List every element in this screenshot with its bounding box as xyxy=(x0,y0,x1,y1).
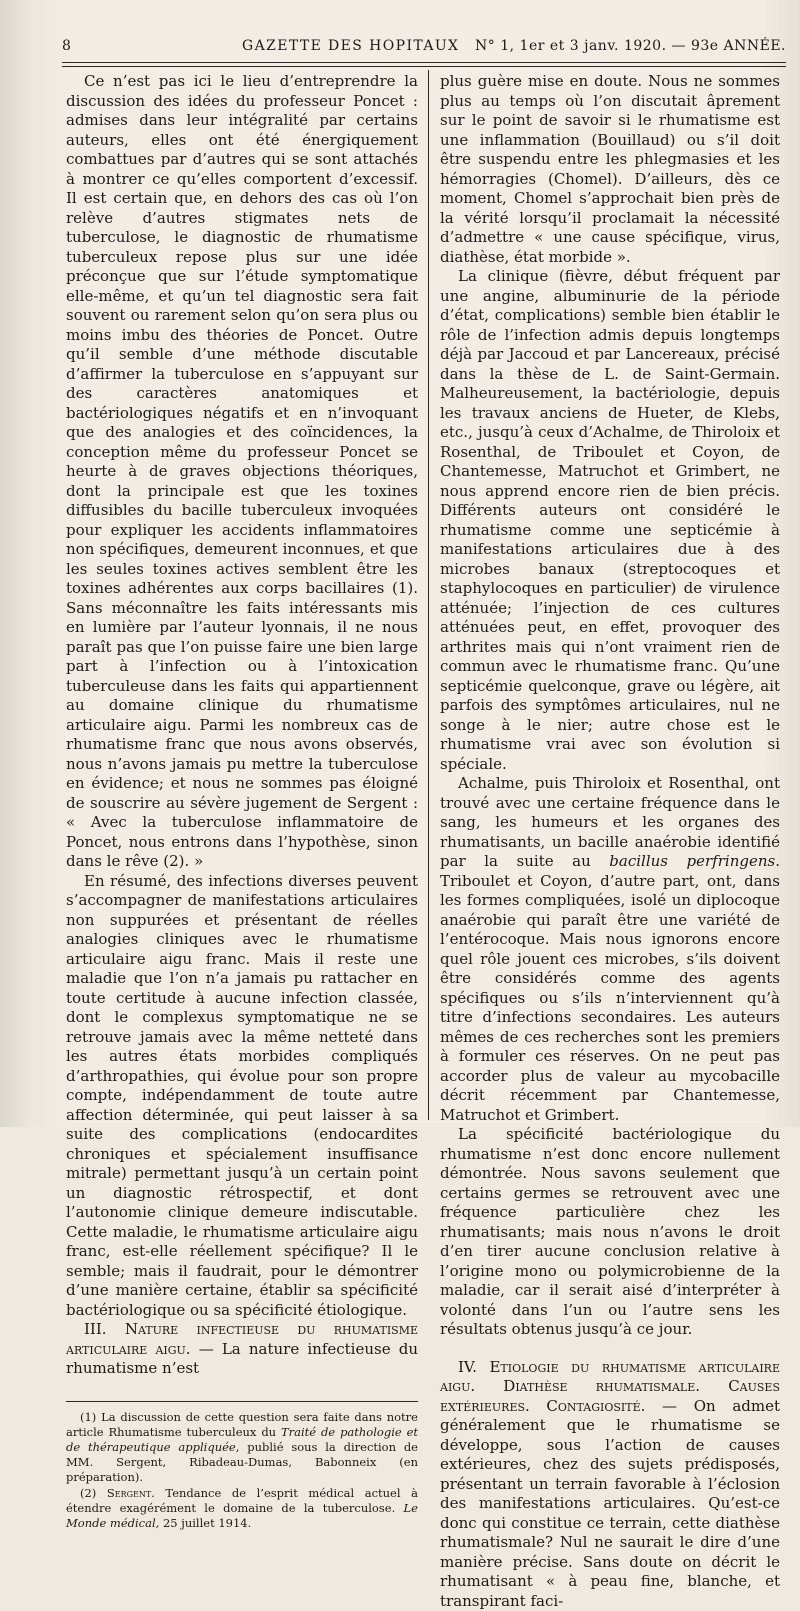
right-column xyxy=(440,72,780,1611)
footnote-2-text: Tendance de l’esprit médical actuel à étendre exagérément le domaine de la tuberculose. xyxy=(66,1486,418,1515)
issue-info: N° 1, 1er et 3 janv. 1920. — 93e ANNÉE. xyxy=(475,38,786,54)
footnotes xyxy=(66,1401,418,1531)
paragraph-3-start: Achalme, puis Thiroloix et Rosenthal, ont trouvé avec une certaine fréquence dans le sang, les humeurs et les organes des rhumatisants, un bacille anaérobie identifié par la suite au xyxy=(440,774,780,870)
paragraph: En résumé, des infections diverses peuvent s’accompagner de manifestations articulaires non suppurées et présentant de réelles analogies cliniques avec le rhumatisme articulaire aigu franc. Mais il reste une maladie que l’on n’a jamais pu rattacher en toute certitude à aucune infection classée, dont le complexus symptomatique ne se retrouve jamais avec la même netteté dans les autres états morbides compliqués d’arthropathies, qui évolue pour son propre compte, indépendamment de toute autre affection déterminée, qui peut laisser à sa suite des complications (endocardites chroniques et spécialement insuffisance mitrale) permettant jusqu’à un certain point un diagnostic rétrospectif, et dont l’autonomie clinique demeure indiscutable. Cette maladie, le rhumatisme articulaire aigu franc, est-elle réellement spécifique? Il le semble; mais il faudrait, pour le démontrer d’une manière certaine, établir sa spécificité bactériologique ou sa spécificité étiologique. xyxy=(66,872,418,1321)
journal-title: GAZETTE DES HOPITAUX xyxy=(242,38,459,54)
paragraph: La spécificité bactériologique du rhumatisme n’est donc encore nullement démontrée. Nous savons seulement que certains germes se retrouvent avec une fréquence particulière chez les rhumatisants; mais nous n’avons le droit d’en tirer aucune conclusion relative à l’origine mono ou polymicrobienne de la maladie, car il serait aisé d’interpréter à volonté dans l’un ou l’autre sens les résultats obtenus jusqu’à ce jour. xyxy=(440,1125,780,1340)
page-header xyxy=(62,38,786,62)
section-3-text: — La nature infectieuse du rhumatisme n’est xyxy=(66,1340,418,1378)
footnote-1-title: Traité de pathologie et de thérapeutique appliquée xyxy=(66,1425,418,1454)
left-column xyxy=(66,72,418,1532)
page-number: 8 xyxy=(62,38,71,54)
footnote-2-author: (2) Sergent. xyxy=(80,1486,155,1500)
section-4-title: IV. Etiologie du rhumatisme articulaire aigu. Diathèse rhumatismale. Causes extérieures. Contagiosité. xyxy=(440,1358,780,1415)
footnote-1-text: (1) La discussion de cette question sera faite dans notre article Rhumatisme tuberculeux du xyxy=(66,1410,418,1439)
paragraph: plus guère mise en doute. Nous ne sommes plus au temps où l’on discutait âprement sur le point de savoir si le rhumatisme est une inflammation (Bouillaud) ou s’il doit être suspendu entre les phlegmasies et les hémorragies (Chomel). D’ailleurs, dès ce moment, Chomel s’approchait bien près de la vérité lorsqu’il proclamait la nécessité d’admettre « une cause spécifique, virus, diathèse, état morbide ». xyxy=(440,72,780,267)
paragraph: Ce n’est pas ici le lieu d’entreprendre la discussion des idées du professeur Poncet : admises dans leur intégralité par certains auteurs, elles ont été énergiquement combattues par d’autres qui se sont attachés à montrer ce qu’elles comportent d’excessif. Il est certain que, en dehors des cas où l’on relève d’autres stigmates nets de tuberculose, le diagnostic de rhumatisme tuberculeux repose plus sur une idée préconçue que sur l’étude symptomatique elle-même, et qu’un tel diagnostic sera fait souvent ou rarement selon qu’on sera plus ou moins imbu des théories de Poncet. Outre qu’il semble d’une méthode discutable d’affirmer la tuberculose en s’appuyant sur des caractères anatomiques et bactériologiques négatifs et en n’invoquant que des analogies et des coïncidences, la conception même du professeur Poncet se heurte à de graves objections théoriques, dont la principale est que les toxines diffusibles du bacille tuberculeux invoquées pour expliquer les accidents inflammatoires non spécifiques, demeurent inconnues, et que les seules toxines actives semblent être les toxines adhérentes aux corps bacillaires (1). Sans méconnaître les faits intéressants mis en lumière par l’auteur lyonnais, il ne nous paraît pas que l’on puisse faire une bien large part à l’infection ou à l’intoxication tuberculeuse dans les faits qui appartiennent au domaine clinique du rhumatisme articulaire aigu. Parmi les nombreux cas de rhumatisme franc que nous avons observés, nous n’avons jamais pu mettre la tuberculose en évidence; et nous ne sommes pas éloigné de souscrire au sévère jugement de Sergent : « Avec la tuberculose inflammatoire de Poncet, nous entrons dans l’hypothèse, sinon dans le rêve (2). » xyxy=(66,72,418,872)
column-divider xyxy=(428,70,429,1120)
footnote-2-source: Le Monde médical, xyxy=(66,1501,418,1530)
paragraph: La clinique (fièvre, début fréquent par une angine, albuminurie de la période d’état, complications) semble bien établir le rôle de l’infection admis depuis longtemps déjà par Jaccoud et par Lancereaux, précisé dans la thèse de L. de Saint-Germain. Malheureusement, la bactériologie, depuis les travaux anciens de Hueter, de Klebs, etc., jusqu’à ceux d’Achalme, de Thiroloix et Rosenthal, de Triboulet et Coyon, de Chantemesse, Matruchot et Grimbert, ne nous apprend encore rien de bien précis. Différents auteurs ont considéré le rhumatisme comme une septicémie à manifestations articulaires due à des microbes banaux (streptocoques et staphylocoques en particulier) de virulence atténuée; l’injection de ces cultures atténuées peut, en effet, provoquer des arthrites mais qui n’ont vraiment rien de commun avec le rhumatisme franc. Qu’une septicémie quelconque, grave ou légère, ait parfois des symptômes articulaires, nul ne songe à le nier; autre chose est le rhumatisme vrai avec son évolution si spéciale. xyxy=(440,267,780,774)
footnote-1-end: , publié sous la direction de MM. Sergent, Ribadeau-Dumas, Babonneix (en préparation). xyxy=(66,1440,418,1484)
footnote-2 xyxy=(66,1486,418,1531)
section-3-paragraph xyxy=(66,1320,418,1379)
header-rule-thin xyxy=(62,66,786,67)
section-4-paragraph xyxy=(440,1358,780,1611)
section-4-text: — On admet généralement que le rhumatisme se développe, sous l’action de causes extérieures, chez des sujets prédisposés, présentant un terrain favorable à l’éclosion des manifestations articulaires. Qu’est-ce donc qui constitue ce terrain, cette diathèse rhumatismale? Nul ne saurait le dire d’une manière précise. Sans doute on décrit le rhumatisant « à peau fine, blanche, et transpirant faci- xyxy=(440,1397,780,1610)
section-3-title: III. Nature infectieuse du rhumatisme articulaire aigu. xyxy=(66,1320,418,1358)
bacillus-name: bacillus perfringens xyxy=(609,852,775,870)
paragraph-3-end: . Triboulet et Coyon, d’autre part, ont, dans les formes compliquées, isolé un diplocoque anaérobie qui paraît être une variété de l’entérocoque. Mais nous ignorons encore quel rôle jouent ces microbes, s’ils doivent être considérés comme des agents spécifiques ou s’ils n’interviennent qu’à titre d’infections secondaires. Les auteurs mêmes de ces recherches sont les premiers à formuler ces réserves. On ne peut pas accorder plus de valeur au mycobacille décrit récemment par Chantemesse, Matruchot et Grimbert. xyxy=(440,852,780,1124)
header-rule xyxy=(62,62,786,63)
footnote-2-end: 25 juillet 1914. xyxy=(159,1516,251,1530)
section-gap xyxy=(440,1340,780,1358)
footnote-1 xyxy=(66,1410,418,1485)
paragraph xyxy=(440,774,780,1125)
footnote-rule xyxy=(66,1401,418,1402)
